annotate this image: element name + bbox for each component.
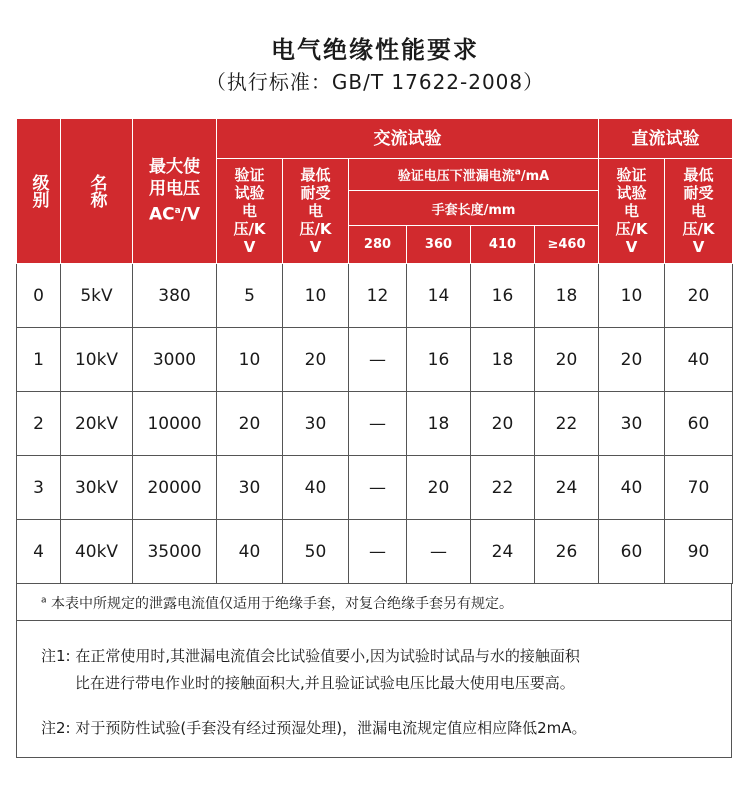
cell-dc-min: 70 (665, 456, 733, 520)
cell-name: 30kV (61, 456, 133, 520)
cell-l410: 20 (471, 392, 535, 456)
cell-level: 3 (17, 456, 61, 520)
cell-level: 1 (17, 328, 61, 392)
cell-ac-min: 40 (283, 456, 349, 520)
cell-l460: 24 (535, 456, 599, 520)
cell-ac-min: 10 (283, 264, 349, 328)
header-glove-length: 手套长度/mm (349, 191, 599, 226)
cell-l360: 20 (407, 456, 471, 520)
page-title: 电气绝缘性能要求 (271, 36, 479, 64)
cell-l280: — (349, 520, 407, 584)
cell-max: 380 (133, 264, 217, 328)
table-row (17, 392, 733, 456)
cell-l360: — (407, 520, 471, 584)
cell-max: 20000 (133, 456, 217, 520)
cell-ac-verify: 20 (217, 392, 283, 456)
header-leak-current-unit: /mA (520, 169, 550, 184)
table-row (17, 456, 733, 520)
header-dc-test: 直流试验 (599, 119, 733, 159)
table-row (17, 264, 733, 328)
cell-l460: 18 (535, 264, 599, 328)
table-row (17, 328, 733, 392)
standard-subtitle: （执行标准：GB/T 17622-2008） (205, 70, 545, 94)
note1-line2: 比在进行带电作业时的接触面积大,并且验证试验电压比最大使用电压要高。 (75, 674, 575, 692)
cell-level: 4 (17, 520, 61, 584)
header-ac-verify-voltage (217, 159, 283, 264)
cell-ac-verify: 5 (217, 264, 283, 328)
cell-name: 40kV (61, 520, 133, 584)
table-footnote (16, 583, 732, 621)
notes-section (16, 621, 732, 758)
cell-l280: — (349, 456, 407, 520)
cell-max: 3000 (133, 328, 217, 392)
cell-name: 10kV (61, 328, 133, 392)
cell-dc-verify: 20 (599, 328, 665, 392)
header-dc-min-text: 最低耐受电压/KV (682, 166, 715, 256)
header-max-voltage (133, 119, 217, 264)
cell-ac-min: 30 (283, 392, 349, 456)
header-level: 级别 (17, 119, 61, 264)
header-ac-min-text: 最低耐受电压/KV (299, 166, 332, 256)
cell-l460: 26 (535, 520, 599, 584)
cell-dc-verify: 60 (599, 520, 665, 584)
cell-l460: 22 (535, 392, 599, 456)
cell-ac-min: 50 (283, 520, 349, 584)
header-leak-current (349, 159, 599, 191)
header-leak-current-text: 验证电压下泄漏电流 (397, 169, 515, 184)
header-dc-min-withstand (665, 159, 733, 264)
cell-dc-min: 40 (665, 328, 733, 392)
cell-l410: 24 (471, 520, 535, 584)
header-name: 名称 (61, 119, 133, 264)
cell-l360: 18 (407, 392, 471, 456)
note1-line1: 注1: 在正常使用时,其泄漏电流值会比试验值要小,因为试验时试品与水的接触面积 (41, 647, 580, 665)
footnote-mark: a (41, 595, 47, 606)
header-max-voltage-sup: a (174, 206, 181, 217)
cell-max: 10000 (133, 392, 217, 456)
cell-ac-verify: 30 (217, 456, 283, 520)
cell-ac-verify: 10 (217, 328, 283, 392)
header-dc-verify-voltage (599, 159, 665, 264)
cell-dc-verify: 40 (599, 456, 665, 520)
header-max-voltage-unit: /V (180, 204, 201, 225)
table-row (17, 520, 733, 584)
cell-level: 0 (17, 264, 61, 328)
header-length-460: ≥460 (535, 226, 599, 264)
header-max-voltage-text: 最大使用电压AC (148, 157, 200, 225)
header-ac-test: 交流试验 (217, 119, 599, 159)
cell-dc-verify: 30 (599, 392, 665, 456)
note2: 注2: 对于预防性试验(手套没有经过预湿处理)，泄漏电流规定值应相应降低2mA。 (41, 719, 587, 737)
footnote-text: 本表中所规定的泄露电流值仅适用于绝缘手套，对复合绝缘手套另有规定。 (50, 596, 513, 612)
header-length-410: 410 (471, 226, 535, 264)
header-leak-current-sup: a (514, 167, 521, 178)
cell-max: 35000 (133, 520, 217, 584)
cell-l410: 16 (471, 264, 535, 328)
cell-name: 20kV (61, 392, 133, 456)
cell-l460: 20 (535, 328, 599, 392)
cell-l410: 22 (471, 456, 535, 520)
cell-ac-verify: 40 (217, 520, 283, 584)
cell-dc-min: 20 (665, 264, 733, 328)
cell-l280: 12 (349, 264, 407, 328)
cell-dc-min: 60 (665, 392, 733, 456)
cell-l280: — (349, 328, 407, 392)
cell-dc-min: 90 (665, 520, 733, 584)
cell-name: 5kV (61, 264, 133, 328)
header-length-280: 280 (349, 226, 407, 264)
cell-dc-verify: 10 (599, 264, 665, 328)
header-length-360: 360 (407, 226, 471, 264)
cell-ac-min: 20 (283, 328, 349, 392)
cell-level: 2 (17, 392, 61, 456)
cell-l410: 18 (471, 328, 535, 392)
header-dc-verify-text: 验证试验电压/KV (615, 166, 648, 256)
cell-l280: — (349, 392, 407, 456)
header-ac-verify-text: 验证试验电压/KV (233, 166, 266, 256)
cell-l360: 16 (407, 328, 471, 392)
cell-l360: 14 (407, 264, 471, 328)
insulation-spec-table (16, 118, 733, 584)
header-ac-min-withstand (283, 159, 349, 264)
